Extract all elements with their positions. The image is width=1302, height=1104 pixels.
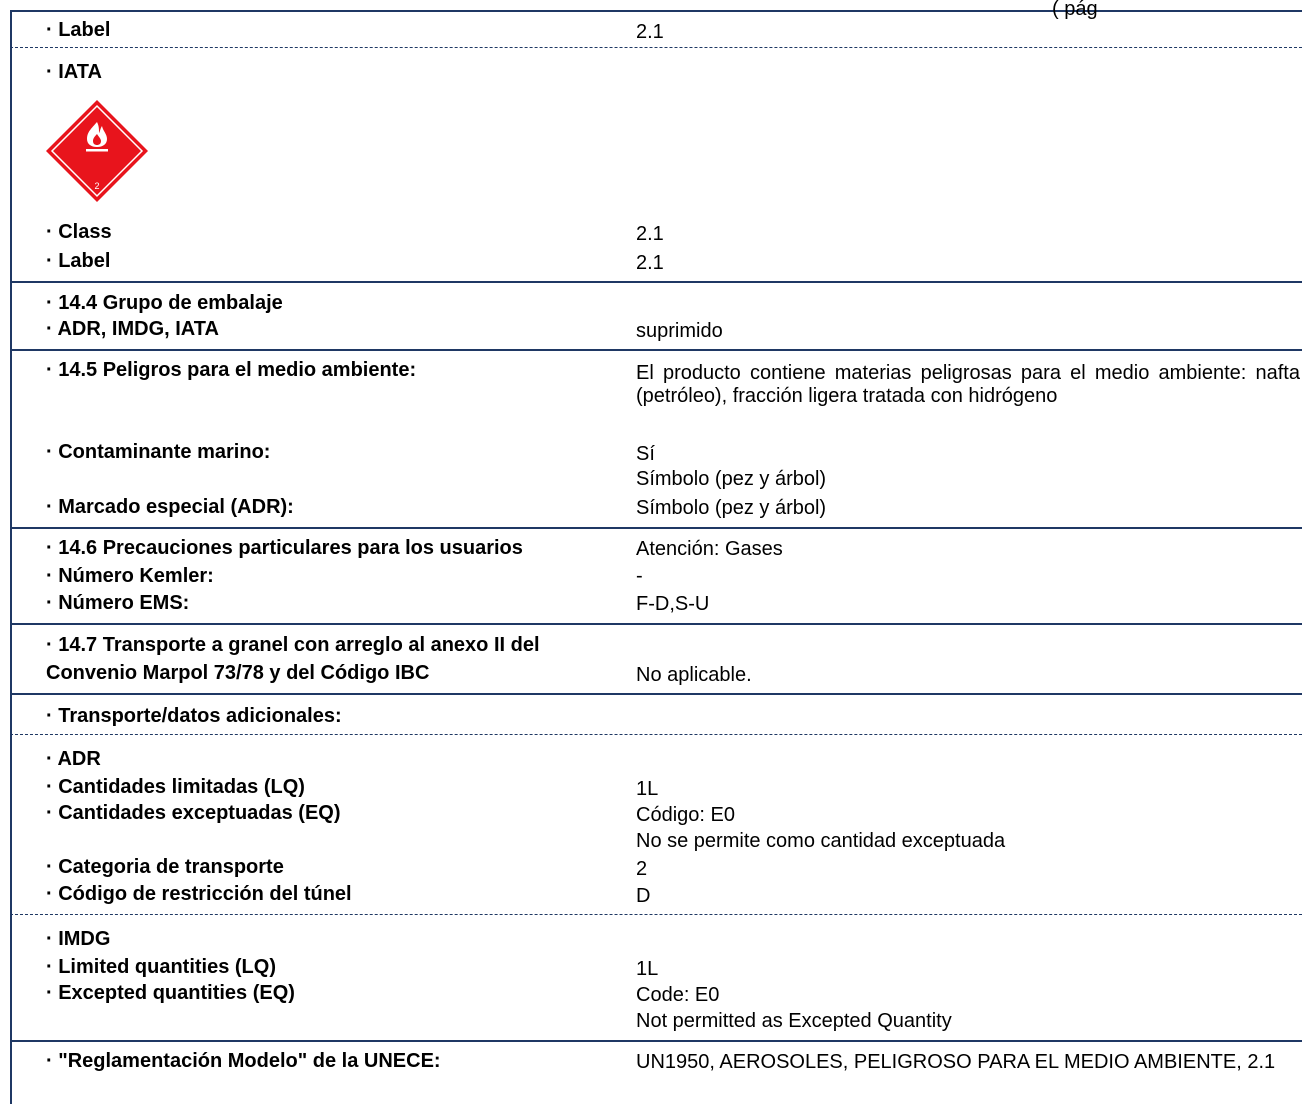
ems-value: F-D,S-U [636,593,710,615]
adr-lq-value: 1L [636,778,659,800]
divider-dashed [10,734,1302,735]
marine-pollutant-key: · Contaminante marino: [46,441,271,463]
divider-solid [10,281,1302,283]
packing-group-key: · ADR, IMDG, IATA [46,318,219,340]
imdg-eq-key: · Excepted quantities (EQ) [46,982,295,1004]
imdg-eq-note: Not permitted as Excepted Quantity [636,1010,952,1032]
imdg-eq-value: Code: E0 [636,984,720,1006]
divider-dashed [10,914,1302,915]
iata-class-key: · Class [46,221,112,243]
placard-number: 2 [94,181,100,191]
marine-pollutant-symbol: Símbolo (pez y árbol) [636,468,827,490]
divider-solid [10,1040,1302,1042]
adr-category-key: · Categoria de transporte [46,856,284,878]
kemler-value: - [636,565,643,587]
iata-heading: · IATA [46,61,102,83]
section-14-7-title-line2: Convenio Marpol 73/78 y del Código IBC [46,662,430,684]
iata-class-value: 2.1 [636,223,664,245]
section-14-6-title: · 14.6 Precauciones particulares para los usuarios [46,537,523,559]
imdg-lq-key: · Limited quantities (LQ) [46,956,276,978]
page-header-fragment: ( pág [1052,0,1098,20]
adr-category-value: 2 [636,858,648,880]
section-14-6-value: Atención: Gases [636,538,783,560]
label-key: · Label [46,19,111,41]
section-14-5-value: El producto contiene materias peligrosas para el medio ambiente: nafta (petróleo), fracción ligera tratada con hidrógeno [636,362,1300,407]
adr-eq-value: Código: E0 [636,804,735,826]
divider-solid [10,527,1302,529]
section-14-5-title: · 14.5 Peligros para el medio ambiente: [46,359,417,381]
divider-dashed [10,47,1302,48]
adr-eq-key: · Cantidades exceptuadas (EQ) [46,802,341,824]
unece-value: UN1950, AEROSOLES, PELIGROSO PARA EL MEDIO AMBIENTE, 2.1 [636,1051,1276,1073]
special-marking-key: · Marcado especial (ADR): [46,496,294,518]
adr-heading: · ADR [46,748,101,770]
divider-solid [10,693,1302,695]
adr-tunnel-value: D [636,885,651,907]
section-14-4-title: · 14.4 Grupo de embalaje [46,292,283,314]
section-14-7-title-line1: · 14.7 Transporte a granel con arreglo al anexo II del [46,634,540,656]
transport-additional-title: · Transporte/datos adicionales: [46,705,342,727]
packing-group-value: suprimido [636,320,723,342]
section-14-7-value: No aplicable. [636,664,752,686]
imdg-heading: · IMDG [46,928,111,950]
iata-label-value: 2.1 [636,252,664,274]
marine-pollutant-value: Sí [636,443,655,465]
flammable-gas-placard-icon [44,98,150,204]
special-marking-value: Símbolo (pez y árbol) [636,497,827,519]
label-value: 2.1 [636,21,664,43]
adr-lq-key: · Cantidades limitadas (LQ) [46,776,305,798]
unece-key: · "Reglamentación Modelo" de la UNECE: [46,1050,441,1072]
kemler-key: · Número Kemler: [46,565,214,587]
adr-tunnel-key: · Código de restricción del túnel [46,883,352,905]
divider-solid [10,623,1302,625]
ems-key: · Número EMS: [46,592,190,614]
divider-solid [10,349,1302,351]
iata-label-key: · Label [46,250,111,272]
imdg-lq-value: 1L [636,958,659,980]
adr-eq-note: No se permite como cantidad exceptuada [636,830,1006,852]
